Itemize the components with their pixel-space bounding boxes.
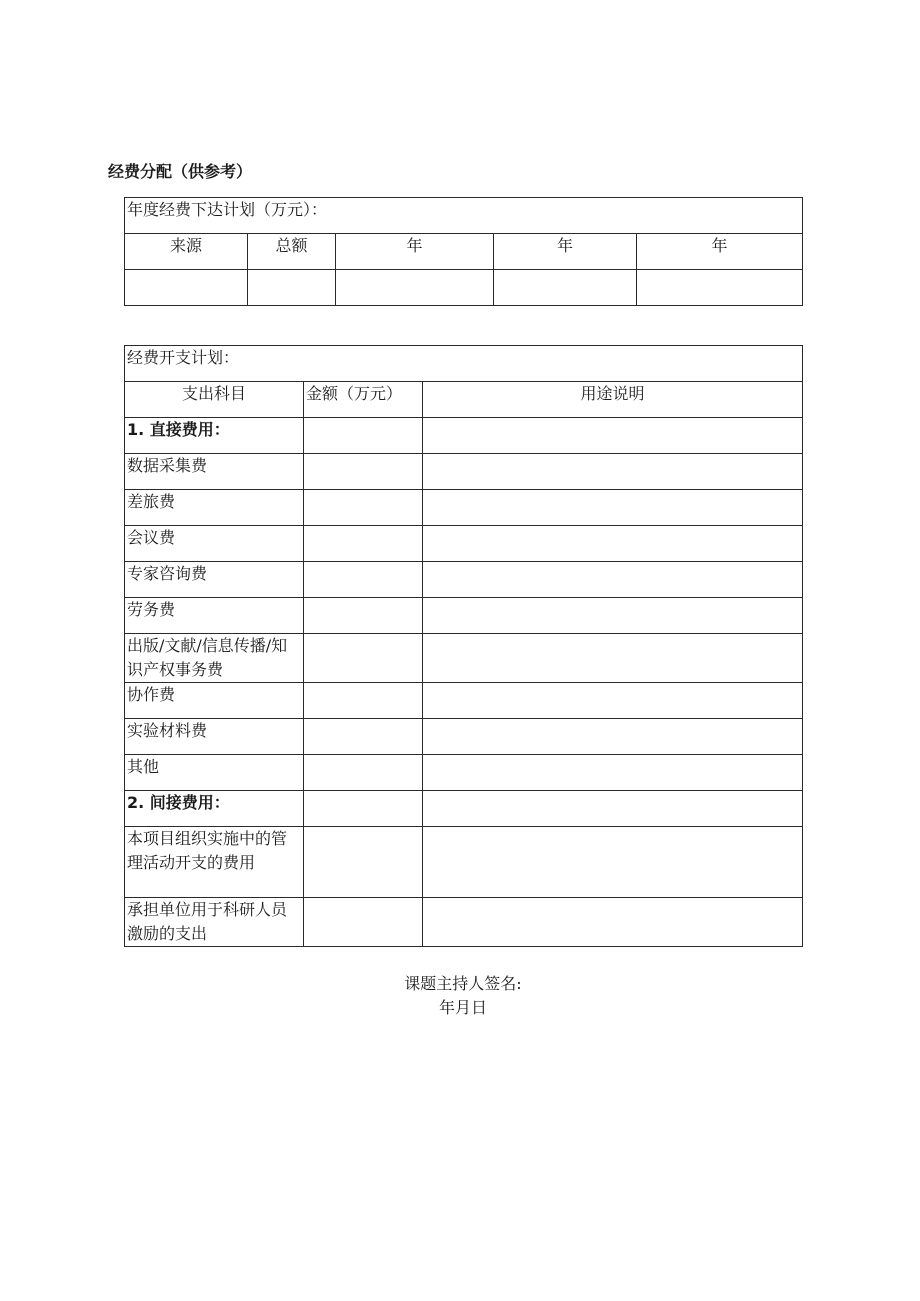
purpose-input-cell[interactable] — [423, 791, 803, 827]
total-input-cell[interactable] — [248, 270, 336, 306]
amount-input-cell[interactable] — [304, 755, 423, 791]
row-subject: 差旅费 — [125, 490, 304, 526]
table-row — [125, 490, 803, 526]
amount-input-cell[interactable] — [304, 526, 423, 562]
table-row — [125, 598, 803, 634]
table-row — [125, 791, 803, 827]
header-purpose: 用途说明 — [423, 382, 803, 418]
purpose-input-cell[interactable] — [423, 562, 803, 598]
header-year-1: 年 — [336, 234, 494, 270]
row-subject: 承担单位用于科研人员激励的支出 — [125, 898, 304, 947]
annual-funding-table — [124, 197, 803, 306]
table-row — [125, 827, 803, 898]
amount-input-cell[interactable] — [304, 719, 423, 755]
table-row — [125, 719, 803, 755]
signature-date: 年月日 — [438, 998, 487, 1017]
header-subject: 支出科目 — [125, 382, 304, 418]
table-row — [125, 898, 803, 947]
row-subject: 2. 间接费用： — [125, 791, 304, 827]
amount-input-cell[interactable] — [304, 898, 423, 947]
purpose-input-cell[interactable] — [423, 634, 803, 683]
table-row — [125, 418, 803, 454]
row-subject: 协作费 — [125, 683, 304, 719]
purpose-input-cell[interactable] — [423, 598, 803, 634]
purpose-input-cell[interactable] — [423, 719, 803, 755]
row-subject: 出版/文献/信息传播/知识产权事务费 — [125, 634, 304, 683]
purpose-input-cell[interactable] — [423, 418, 803, 454]
amount-input-cell[interactable] — [304, 827, 423, 898]
year-1-input-cell[interactable] — [336, 270, 494, 306]
header-total: 总额 — [248, 234, 336, 270]
year-2-input-cell[interactable] — [494, 270, 637, 306]
amount-input-cell[interactable] — [304, 683, 423, 719]
table-row — [125, 562, 803, 598]
expense-plan-table — [124, 345, 803, 947]
row-subject: 劳务费 — [125, 598, 304, 634]
amount-input-cell[interactable] — [304, 418, 423, 454]
row-subject: 数据采集费 — [125, 454, 304, 490]
annual-plan-label: 年度经费下达计划（万元）： — [125, 198, 803, 234]
table-row — [125, 526, 803, 562]
row-subject: 专家咨询费 — [125, 562, 304, 598]
row-subject: 本项目组织实施中的管理活动开支的费用 — [125, 827, 304, 898]
table-row — [125, 683, 803, 719]
amount-input-cell[interactable] — [304, 791, 423, 827]
table-row — [125, 454, 803, 490]
header-year-3: 年 — [637, 234, 803, 270]
purpose-input-cell[interactable] — [423, 827, 803, 898]
row-subject: 其他 — [125, 755, 304, 791]
amount-input-cell[interactable] — [304, 454, 423, 490]
header-source: 来源 — [125, 234, 248, 270]
row-subject: 1. 直接费用： — [125, 418, 304, 454]
year-3-input-cell[interactable] — [637, 270, 803, 306]
row-subject: 会议费 — [125, 526, 304, 562]
amount-input-cell[interactable] — [304, 562, 423, 598]
row-subject: 实验材料费 — [125, 719, 304, 755]
source-input-cell[interactable] — [125, 270, 248, 306]
purpose-input-cell[interactable] — [423, 898, 803, 947]
signature-label: 课题主持人签名: — [404, 974, 522, 993]
purpose-input-cell[interactable] — [423, 526, 803, 562]
table-row — [125, 755, 803, 791]
page-title: 经费分配（供参考） — [108, 162, 253, 181]
header-year-2: 年 — [494, 234, 637, 270]
amount-input-cell[interactable] — [304, 490, 423, 526]
purpose-input-cell[interactable] — [423, 454, 803, 490]
amount-input-cell[interactable] — [304, 634, 423, 683]
table-row — [125, 634, 803, 683]
header-amount: 金额（万元） — [304, 382, 423, 418]
expense-plan-label: 经费开支计划： — [125, 346, 803, 382]
purpose-input-cell[interactable] — [423, 755, 803, 791]
purpose-input-cell[interactable] — [423, 490, 803, 526]
purpose-input-cell[interactable] — [423, 683, 803, 719]
amount-input-cell[interactable] — [304, 598, 423, 634]
